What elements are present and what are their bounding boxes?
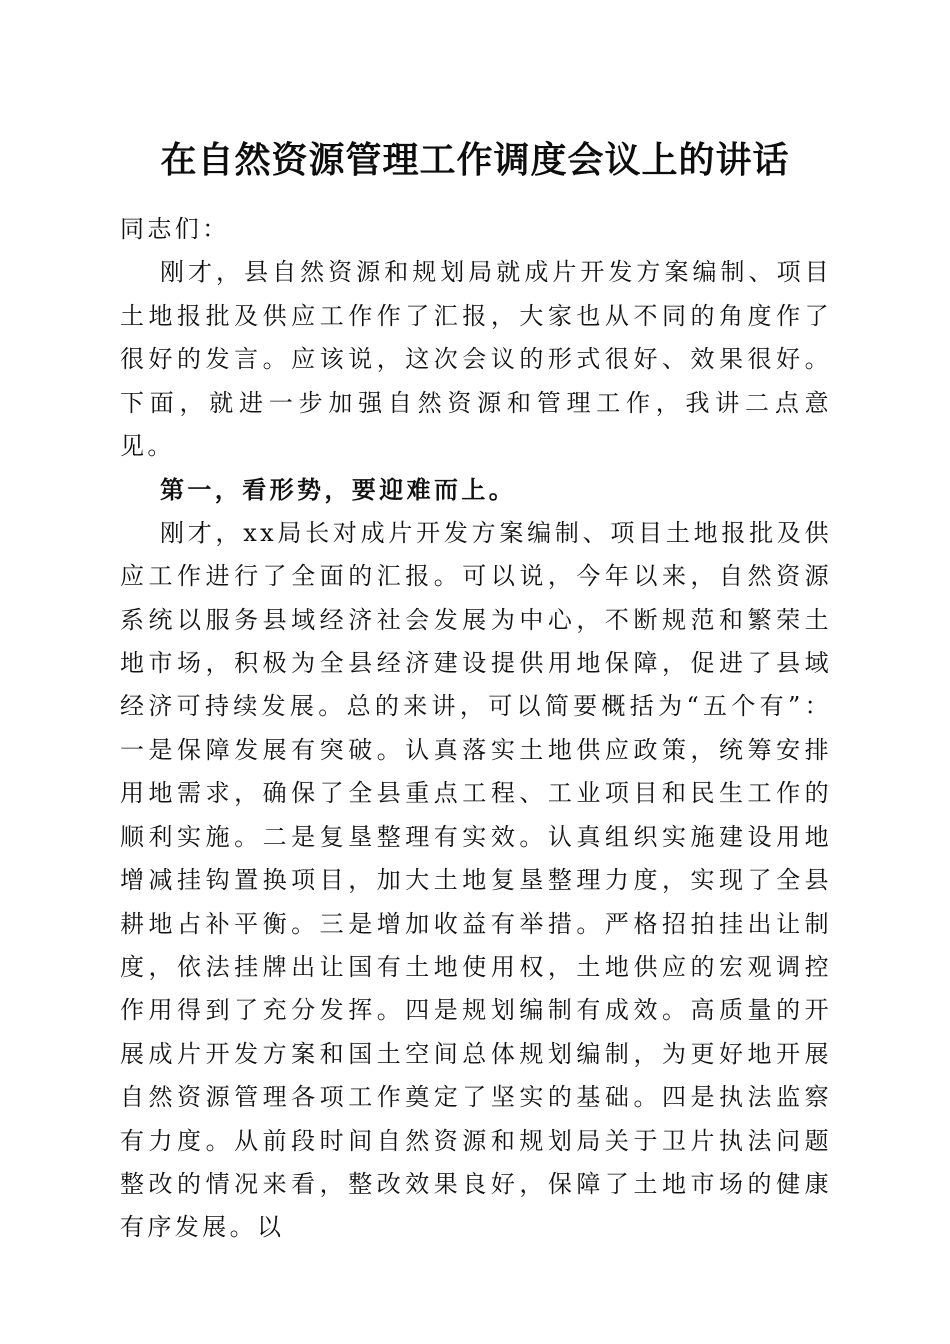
intro-paragraph: 刚才，县自然资源和规划局就成片开发方案编制、项目土地报批及供应工作作了汇报，大家也从不同的角度作了很好的发言。应该说，这次会议的形式很好、效果很好。下面，就进一步加强自然资源和管理工作，我讲二点意见。 — [120, 258, 832, 461]
document-title: 在自然资源管理工作调度会议上的讲话 — [160, 139, 790, 181]
section-paragraph: 刚才，xx局长对成片开发方案编制、项目土地报批及供应工作进行了全面的汇报。可以说，今年以来，自然资源系统以服务县域经济社会发展为中心，不断规范和繁荣土地市场，积极为全县经济建设提供用地保障，促进了县域经济可持续发展。总的来讲，可以简要概括为“五个有”：一是保障发展有突破。认真落实土地供应政策，统筹安排用地需求，确保了全县重点工程、工业项目和民生工作的顺利实施。二是复垦整理有实效。认真组织实施建设用地增减挂钩置换项目，加大土地复垦整理力度，实现了全县耕地占补平衡。三是增加收益有举措。严格招拍挂出让制度，依法挂牌出让国有土地使用权，土地供应的宏观调控作用得到了充分发挥。四是规划编制有成效。高质量的开展成片开发方案和国土空间总体规划编制，为更好地开展自然资源管理各项工作奠定了坚实的基础。四是执法监察有力度。从前段时间自然资源和规划局关于卫片执法问题整改的情况来看，整改效果良好，保障了土地市场的健康有序发展。以 — [120, 518, 832, 1242]
section-heading: 第一，看形势，要迎难而上。 — [160, 475, 517, 505]
document-body — [120, 208, 832, 1250]
greeting: 同志们： — [120, 215, 230, 243]
